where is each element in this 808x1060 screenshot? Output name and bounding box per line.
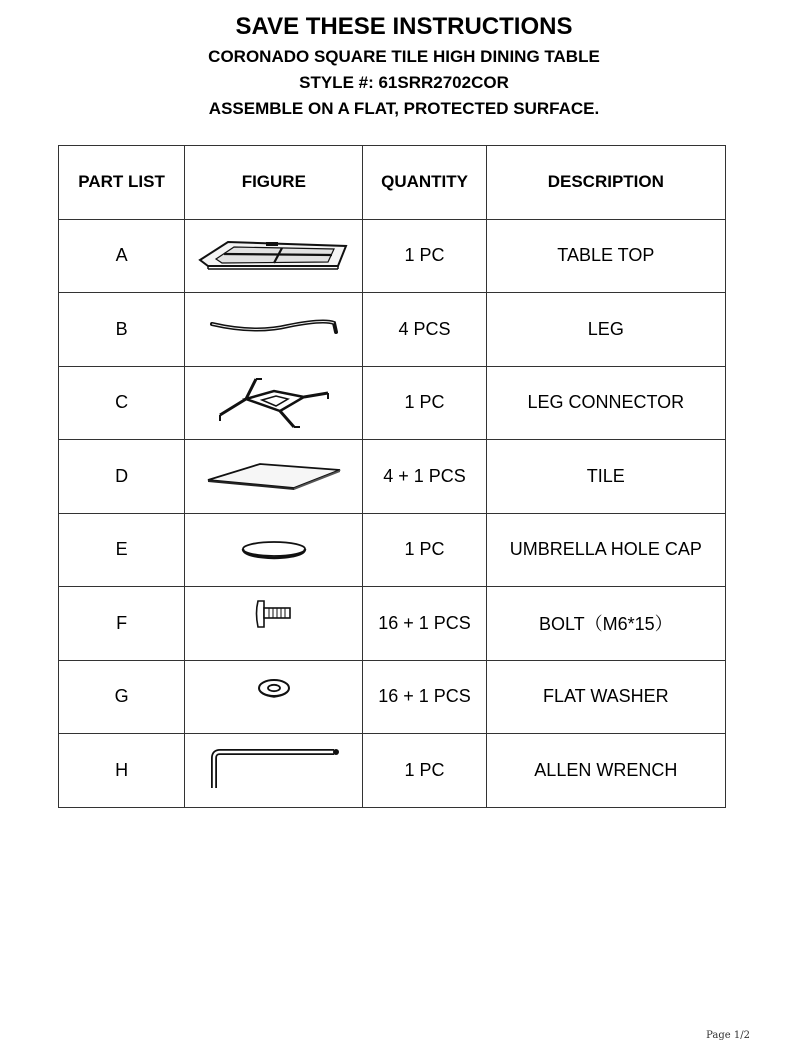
description-cell: TABLE TOP (486, 219, 725, 293)
table-row (59, 293, 726, 367)
description-cell: UMBRELLA HOLE CAP (486, 513, 725, 587)
quantity-cell: 4 + 1 PCS (363, 440, 486, 514)
flat-washer-icon (256, 677, 292, 701)
figure-cell (185, 366, 363, 440)
page-number: Page 1/2 (706, 1030, 750, 1041)
part-letter: A (59, 219, 185, 293)
leg-connector-icon (216, 375, 332, 431)
column-header-part-list: PART LIST (59, 146, 185, 220)
tile-icon (204, 460, 344, 492)
part-letter: G (59, 660, 185, 734)
table-row (59, 440, 726, 514)
quantity-cell: 16 + 1 PCS (363, 660, 486, 734)
table-row (59, 587, 726, 661)
quantity-cell: 4 PCS (363, 293, 486, 367)
page-title: SAVE THESE INSTRUCTIONS (235, 13, 573, 40)
figure-cell (185, 734, 363, 808)
part-letter: B (59, 293, 185, 367)
table-row (59, 513, 726, 587)
allen-wrench-icon (206, 748, 342, 792)
figure-cell (185, 513, 363, 587)
description-cell: LEG CONNECTOR (486, 366, 725, 440)
table-row (59, 366, 726, 440)
assembly-instruction: ASSEMBLE ON A FLAT, PROTECTED SURFACE. (208, 99, 600, 118)
description-cell: FLAT WASHER (486, 660, 725, 734)
document-header (0, 10, 808, 122)
figure-cell (185, 660, 363, 734)
style-number: STYLE #: 61SRR2702COR (299, 73, 509, 92)
table-row (59, 660, 726, 734)
quantity-cell: 1 PC (363, 734, 486, 808)
quantity-cell: 1 PC (363, 219, 486, 293)
table-row (59, 219, 726, 293)
quantity-cell: 1 PC (363, 366, 486, 440)
quantity-cell: 16 + 1 PCS (363, 587, 486, 661)
part-letter: H (59, 734, 185, 808)
description-cell: ALLEN WRENCH (486, 734, 725, 808)
part-letter: F (59, 587, 185, 661)
table-row (59, 734, 726, 808)
quantity-cell: 1 PC (363, 513, 486, 587)
part-letter: C (59, 366, 185, 440)
description-cell: LEG (486, 293, 725, 367)
column-header-description: DESCRIPTION (486, 146, 725, 220)
column-header-quantity: QUANTITY (363, 146, 486, 220)
part-letter: D (59, 440, 185, 514)
table-header-row (59, 146, 726, 220)
part-letter: E (59, 513, 185, 587)
table-top-icon (196, 236, 352, 276)
parts-table (58, 145, 726, 808)
figure-cell (185, 587, 363, 661)
column-header-figure: FIGURE (185, 146, 363, 220)
figure-cell (185, 293, 363, 367)
description-cell: TILE (486, 440, 725, 514)
description-cell: BOLT（M6*15） (486, 587, 725, 661)
leg-icon (208, 318, 340, 340)
bolt-icon (254, 597, 294, 631)
figure-cell (185, 219, 363, 293)
figure-cell (185, 440, 363, 514)
umbrella-hole-cap-icon (239, 537, 309, 563)
product-name: CORONADO SQUARE TILE HIGH DINING TABLE (208, 47, 600, 66)
